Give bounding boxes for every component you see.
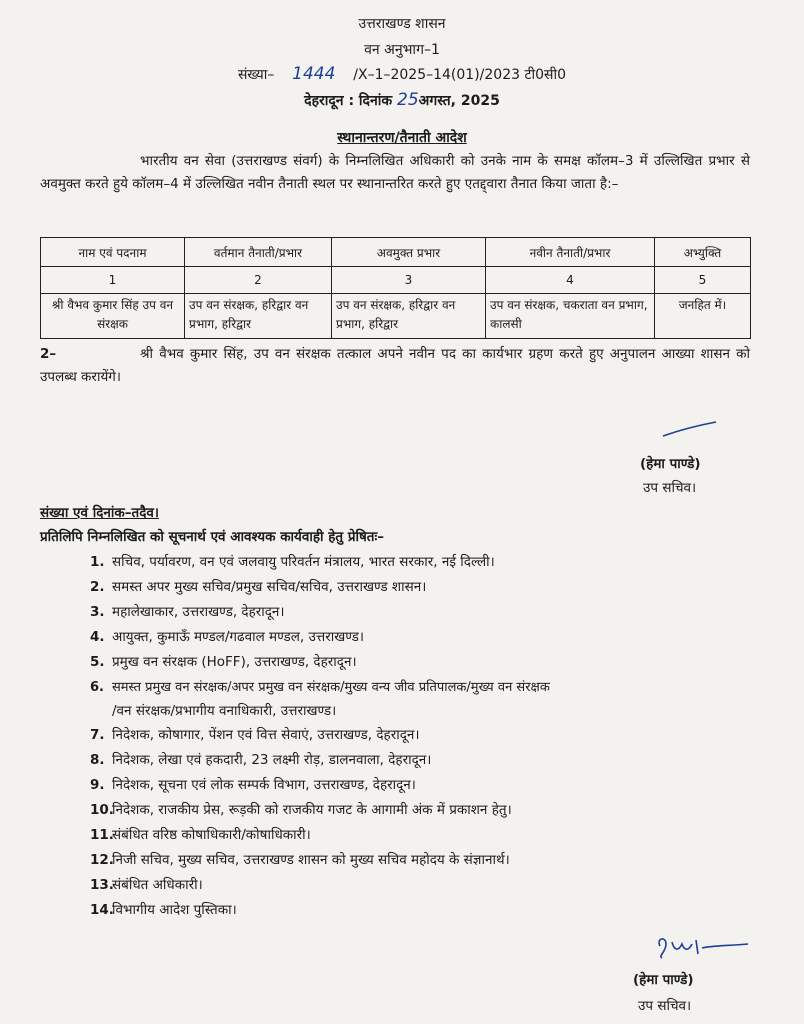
signatory-designation-1: उप सचिव।	[643, 480, 697, 496]
table-header-cell: नाम एवं पदनाम	[41, 238, 185, 267]
intro-paragraph: भारतीय वन सेवा (उत्तराखण्ड संवर्ग) के निम्नलिखित अधिकारी को उनके नाम के समक्ष कॉलम–3 में उल्लिखित प्रभार से अवमुक्त करते हुये कॉलम–4 में उल्लिखित नवीन तैनाती स्थल पर स्थानान्तरित करते हुए एतद्द्वारा तैनात किया जाता है:–	[40, 153, 750, 192]
signatory-name-2: (हेमा पाण्डे)	[633, 972, 694, 988]
table-header-cell: अवमुक्त प्रभार	[332, 238, 486, 267]
copy-heading: प्रतिलिपि निम्नलिखित को सूचनार्थ एवं आवश्यक कार्यवाही हेतु प्रेषितः–	[40, 529, 384, 545]
list-item: 10.निदेशक, राजकीय प्रेस, रूड़की को राजकीय गजट के आगामी अंक में प्रकाशन हेतु।	[90, 802, 512, 818]
place-date-label: देहरादून : दिनांक	[304, 93, 393, 109]
order-title: स्थानान्तरण/तैनाती आदेश	[337, 130, 467, 146]
order-number-rest: /X–1–2025–14(01)/2023 टी0सी0	[353, 67, 567, 83]
column-number: 1	[41, 267, 185, 294]
order-number-line	[0, 64, 804, 84]
section-name: वन अनुभाग–1	[364, 42, 440, 58]
date-rest: अगस्त, 2025	[418, 93, 500, 109]
table-header-cell: अभ्युक्ति	[655, 238, 751, 267]
order-number-label: संख्या–	[237, 67, 275, 83]
list-item: 11.संबंधित वरिष्ठ कोषाधिकारी/कोषाधिकारी।	[90, 827, 311, 843]
para-2-text: श्री वैभव कुमार सिंह, उप वन संरक्षक तत्काल अपने नवीन पद का कार्यभार ग्रहण करते हुए अनुपालन आख्या शासन को उपलब्ध करायेंगे।	[40, 346, 750, 385]
table-header-row	[41, 238, 751, 267]
order-number-handwritten: 1444	[292, 64, 336, 84]
list-item: 5. प्रमुख वन संरक्षक (HoFF), उत्तराखण्ड, देहरादून।	[90, 654, 357, 670]
table-header-cell: वर्तमान तैनाती/प्रभार	[185, 238, 332, 267]
signature-mark-1	[660, 420, 720, 440]
para-2-label: 2–	[40, 346, 57, 362]
table-cell-new: उप वन संरक्षक, चकराता वन प्रभाग, कालसी	[486, 294, 655, 339]
table-cell-name: श्री वैभव कुमार सिंह उप वन संरक्षक	[41, 294, 185, 339]
list-item: 9. निदेशक, सूचना एवं लोक सम्पर्क विभाग, उत्तराखण्ड, देहरादून।	[90, 777, 416, 793]
list-item: 7. निदेशक, कोषागार, पेंशन एवं वित्त सेवाएं, उत्तराखण्ड, देहरादून।	[90, 727, 420, 743]
column-number: 3	[332, 267, 486, 294]
list-item: 8. निदेशक, लेखा एवं हकदारी, 23 लक्ष्मी रोड़, डालनवाला, देहरादून।	[90, 752, 432, 768]
list-item: 3. महालेखाकार, उत्तराखण्ड, देहरादून।	[90, 604, 285, 620]
list-item: 13.संबंधित अधिकारी।	[90, 877, 203, 893]
signatory-designation-2: उप सचिव।	[638, 998, 692, 1014]
list-item: 2. समस्त अपर मुख्य सचिव/प्रमुख सचिव/सचिव, उत्तराखण्ड शासन।	[90, 579, 427, 595]
column-number: 5	[655, 267, 751, 294]
table-cell-remark: जनहित में।	[655, 294, 751, 339]
table-cell-current: उप वन संरक्षक, हरिद्वार वन प्रभाग, हरिद्वार	[185, 294, 332, 339]
table-row	[41, 294, 751, 339]
table-header-cell: नवीन तैनाती/प्रभार	[486, 238, 655, 267]
place-date-line	[0, 90, 804, 110]
list-item: 4. आयुक्त, कुमाऊँ मण्डल/गढवाल मण्डल, उत्तराखण्ड।	[90, 629, 365, 645]
list-item-continuation: /वन संरक्षक/प्रभागीय वनाधिकारी, उत्तराखण्ड।	[112, 703, 337, 719]
signatory-name-1: (हेमा पाण्डे)	[640, 456, 701, 472]
column-number: 2	[185, 267, 332, 294]
govt-name: उत्तराखण्ड शासन	[358, 16, 446, 32]
list-item: 1. सचिव, पर्यावरण, वन एवं जलवायु परिवर्तन मंत्रालय, भारत सरकार, नई दिल्ली।	[90, 554, 495, 570]
list-item: 14.विभागीय आदेश पुस्तिका।	[90, 902, 237, 918]
reference-line: संख्या एवं दिनांक–तदैव।	[40, 505, 159, 521]
signature-mark-2	[652, 934, 752, 964]
table-cell-relieved: उप वन संरक्षक, हरिद्वार वन प्रभाग, हरिद्वार	[332, 294, 486, 339]
date-handwritten: 25	[397, 90, 419, 110]
table-number-row	[41, 267, 751, 294]
list-item: 12.निजी सचिव, मुख्य सचिव, उत्तराखण्ड शासन को मुख्य सचिव महोदय के संज्ञानार्थ।	[90, 852, 510, 868]
column-number: 4	[486, 267, 655, 294]
transfer-table	[40, 237, 751, 339]
list-item: 6. समस्त प्रमुख वन संरक्षक/अपर प्रमुख वन संरक्षक/मुख्य वन्य जीव प्रतिपालक/मुख्य वन संरक्षक	[90, 680, 550, 695]
